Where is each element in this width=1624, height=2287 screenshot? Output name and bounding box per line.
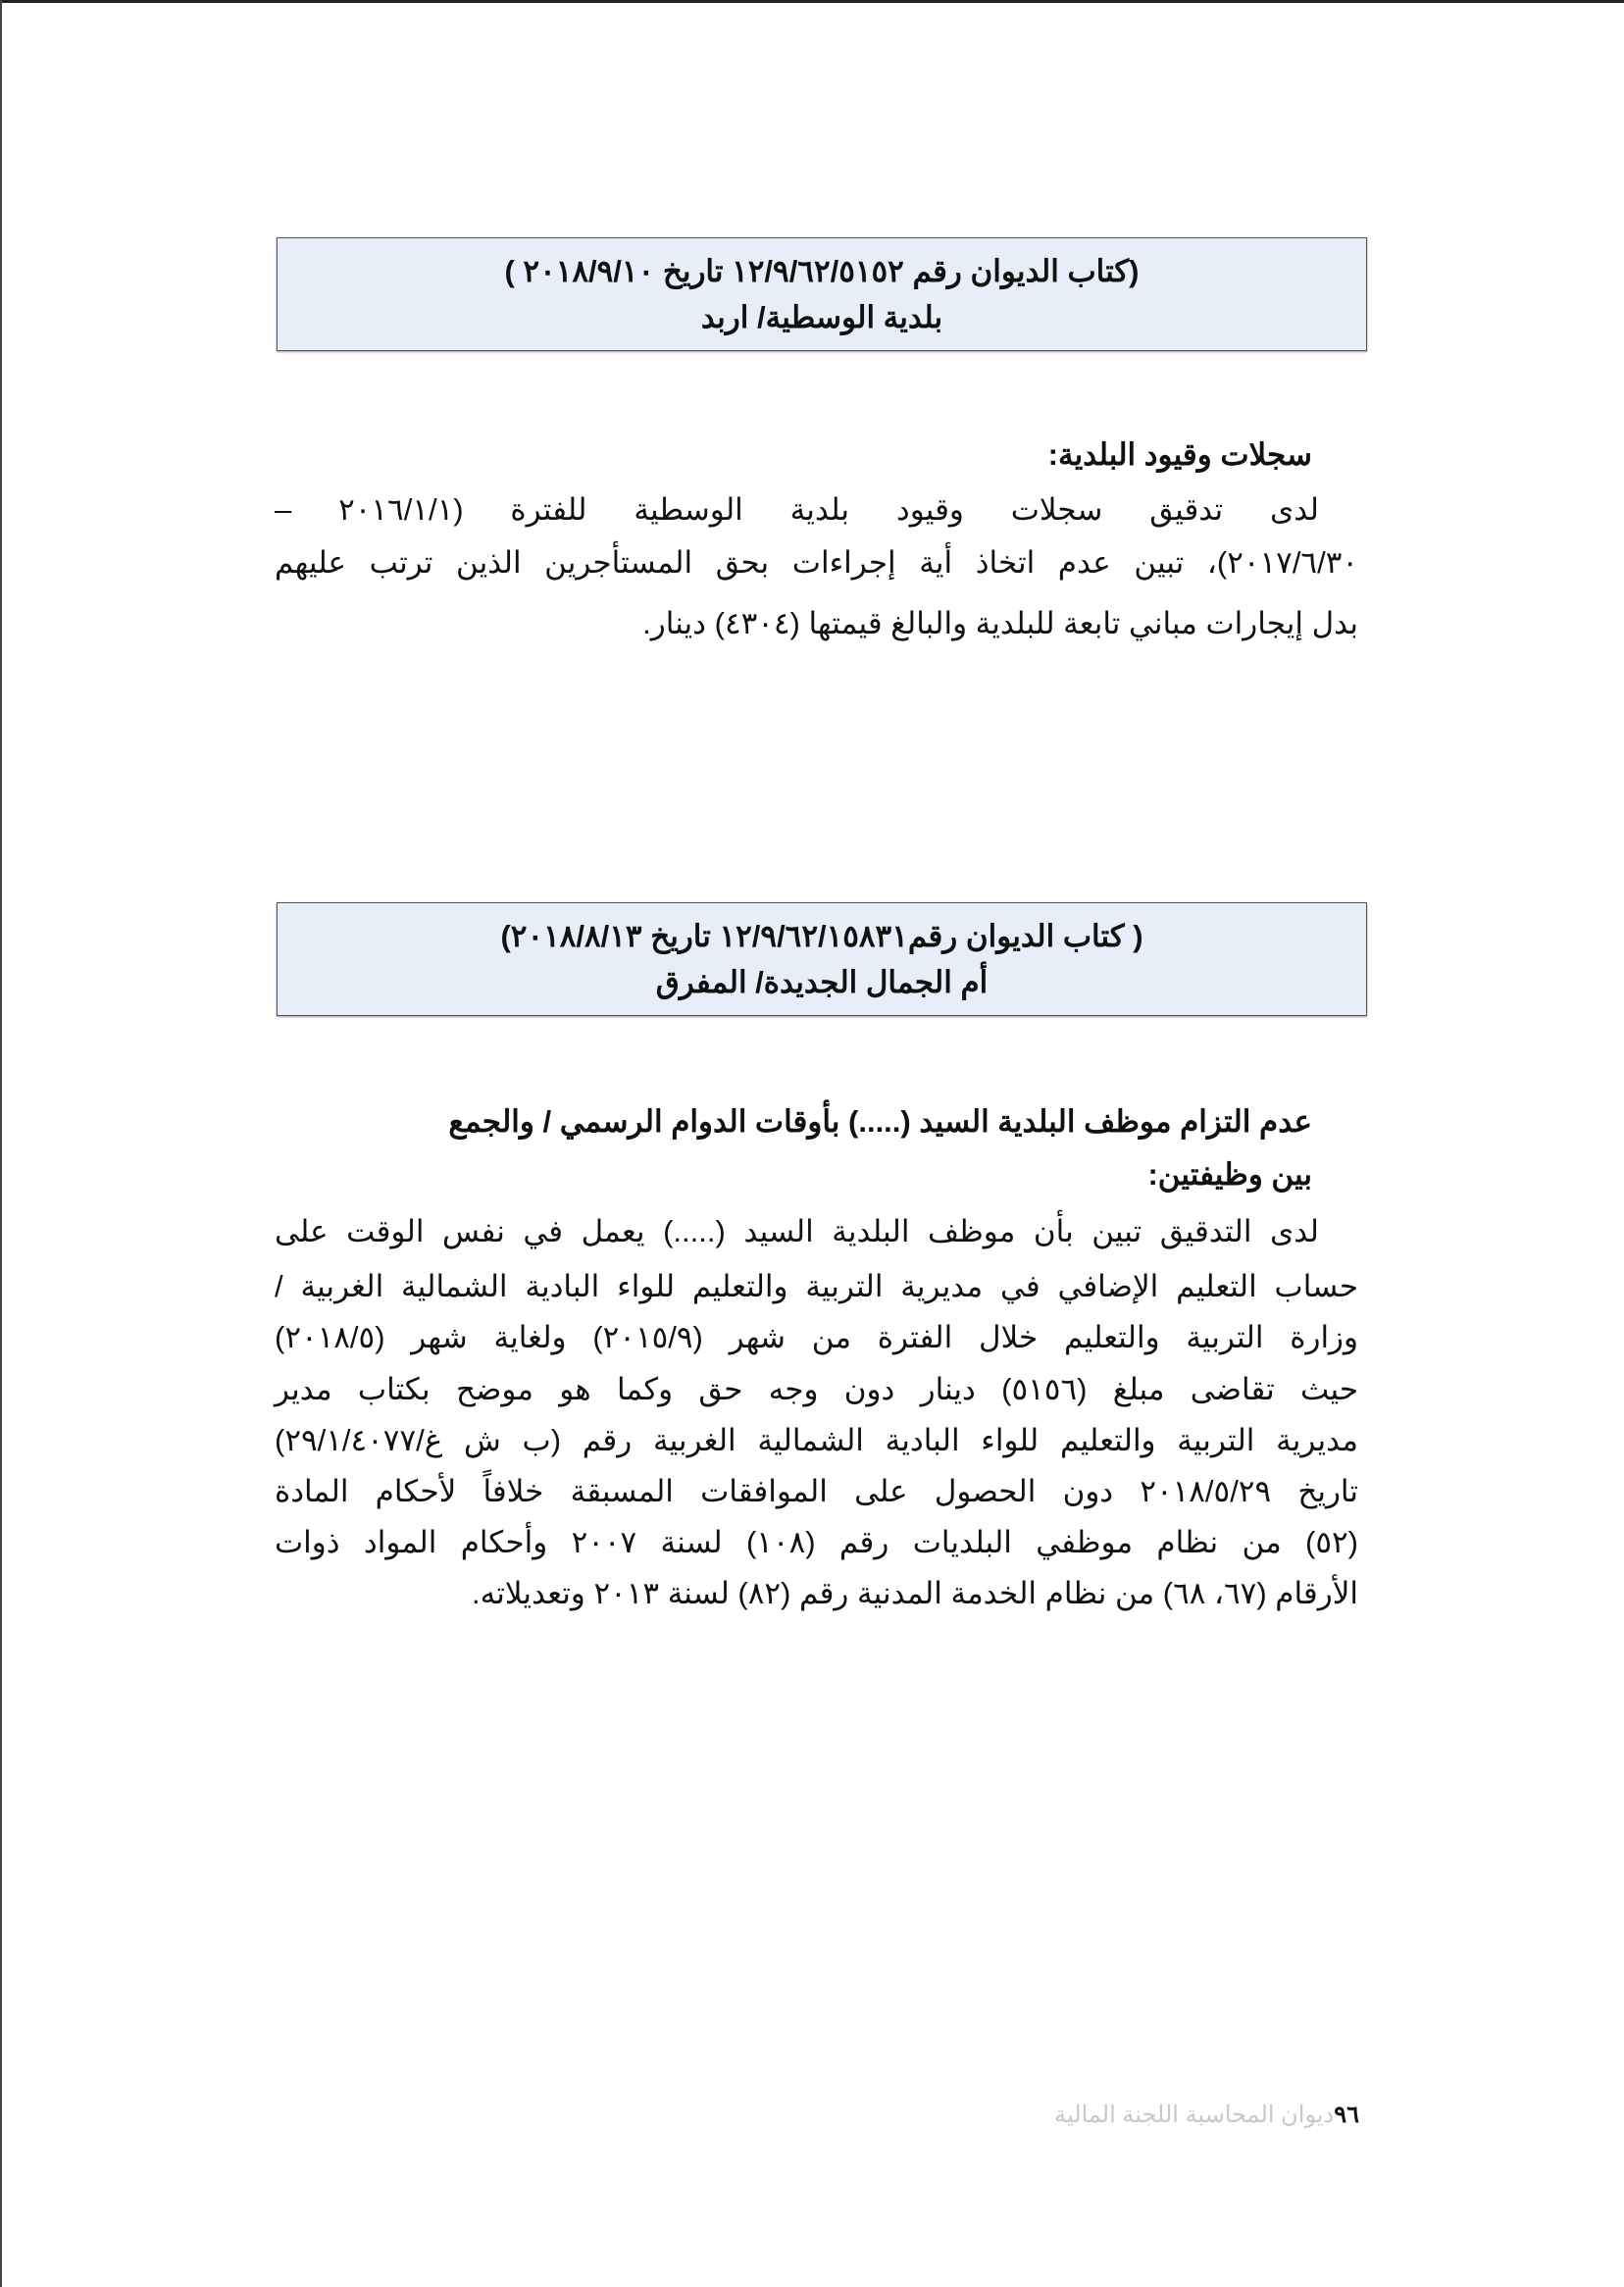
section-heading-cont: بين وظيفتين:	[1147, 1157, 1312, 1192]
paragraph-line: (٥٢) من نظام موظفي البلديات رقم (١٠٨) لسنة ٢٠٠٧ وأحكام المواد ذوات	[275, 1525, 1358, 1559]
letter-reference-box-2	[277, 902, 1367, 1016]
paragraph-line: حيث تقاضى مبلغ (٥١٥٦) دينار دون وجه حق وكما هو موضح بكتاب مدير	[275, 1372, 1358, 1406]
letter-reference-box-1	[277, 237, 1367, 351]
paragraph-line: بدل إيجارات مباني تابعة للبلدية والبالغ قيمتها (٤٣٠٤) دينار.	[642, 606, 1358, 640]
paragraph-line: الأرقام (٦٧، ٦٨) من نظام الخدمة المدنية رقم (٨٢) لسنة ٢٠١٣ وتعديلاته.	[472, 1576, 1358, 1610]
paragraph-line: تاريخ ٢٠١٨/٥/٢٩ دون الحصول على الموافقات المسبقة خلافاً لأحكام المادة	[275, 1474, 1358, 1508]
footer-text: ديوان المحاسبة اللجنة المالية	[1054, 2102, 1335, 2128]
scan-edge	[0, 0, 1624, 3]
letter-reference: ( كتاب الديوان رقم١٢/٩/٦٢/١٥٨٣١ تاريخ ٢٠١٨/٨/١٣)	[500, 919, 1143, 953]
paragraph-line: وزارة التربية والتعليم خلال الفترة من شهر (٢٠١٥/٩) ولغاية شهر (٢٠١٨/٥)	[275, 1320, 1358, 1354]
paragraph-line: ٢٠١٧/٦/٣٠)، تبين عدم اتخاذ أية إجراءات بحق المستأجرين الذين ترتب عليهم	[275, 545, 1358, 580]
paragraph-line: مديرية التربية والتعليم للواء البادية الشمالية الغربية رقم (ب ش غ/٢٩/١/٤٠٧٧)	[275, 1423, 1358, 1457]
section-heading: عدم التزام موظف البلدية السيد (.....) بأوقات الدوام الرسمي / والجمع	[448, 1104, 1312, 1139]
paragraph-line: لدى تدقيق سجلات وقيود بلدية الوسطية للفترة (٢٠١٦/١/١ –	[275, 492, 1319, 527]
section-heading: سجلات وقيود البلدية:	[1047, 437, 1312, 472]
paragraph-line: لدى التدقيق تبين بأن موظف البلدية السيد (.....) يعمل في نفس الوقت على	[275, 1214, 1319, 1248]
page-footer	[1054, 2101, 1359, 2129]
municipality-name: بلدية الوسطية/ اربد	[700, 300, 943, 334]
page-number: ٩٦	[1334, 2102, 1359, 2128]
paragraph-line: حساب التعليم الإضافي في مديرية التربية والتعليم للواء البادية الشمالية الغربية /	[275, 1269, 1358, 1303]
letter-reference: (كتاب الديوان رقم ١٢/٩/٦٢/٥١٥٢ تاريخ ٢٠١٨/٩/١٠ )	[504, 254, 1140, 288]
scan-edge-left	[0, 0, 2, 2287]
municipality-name: أم الجمال الجديدة/ المفرق	[655, 965, 989, 999]
